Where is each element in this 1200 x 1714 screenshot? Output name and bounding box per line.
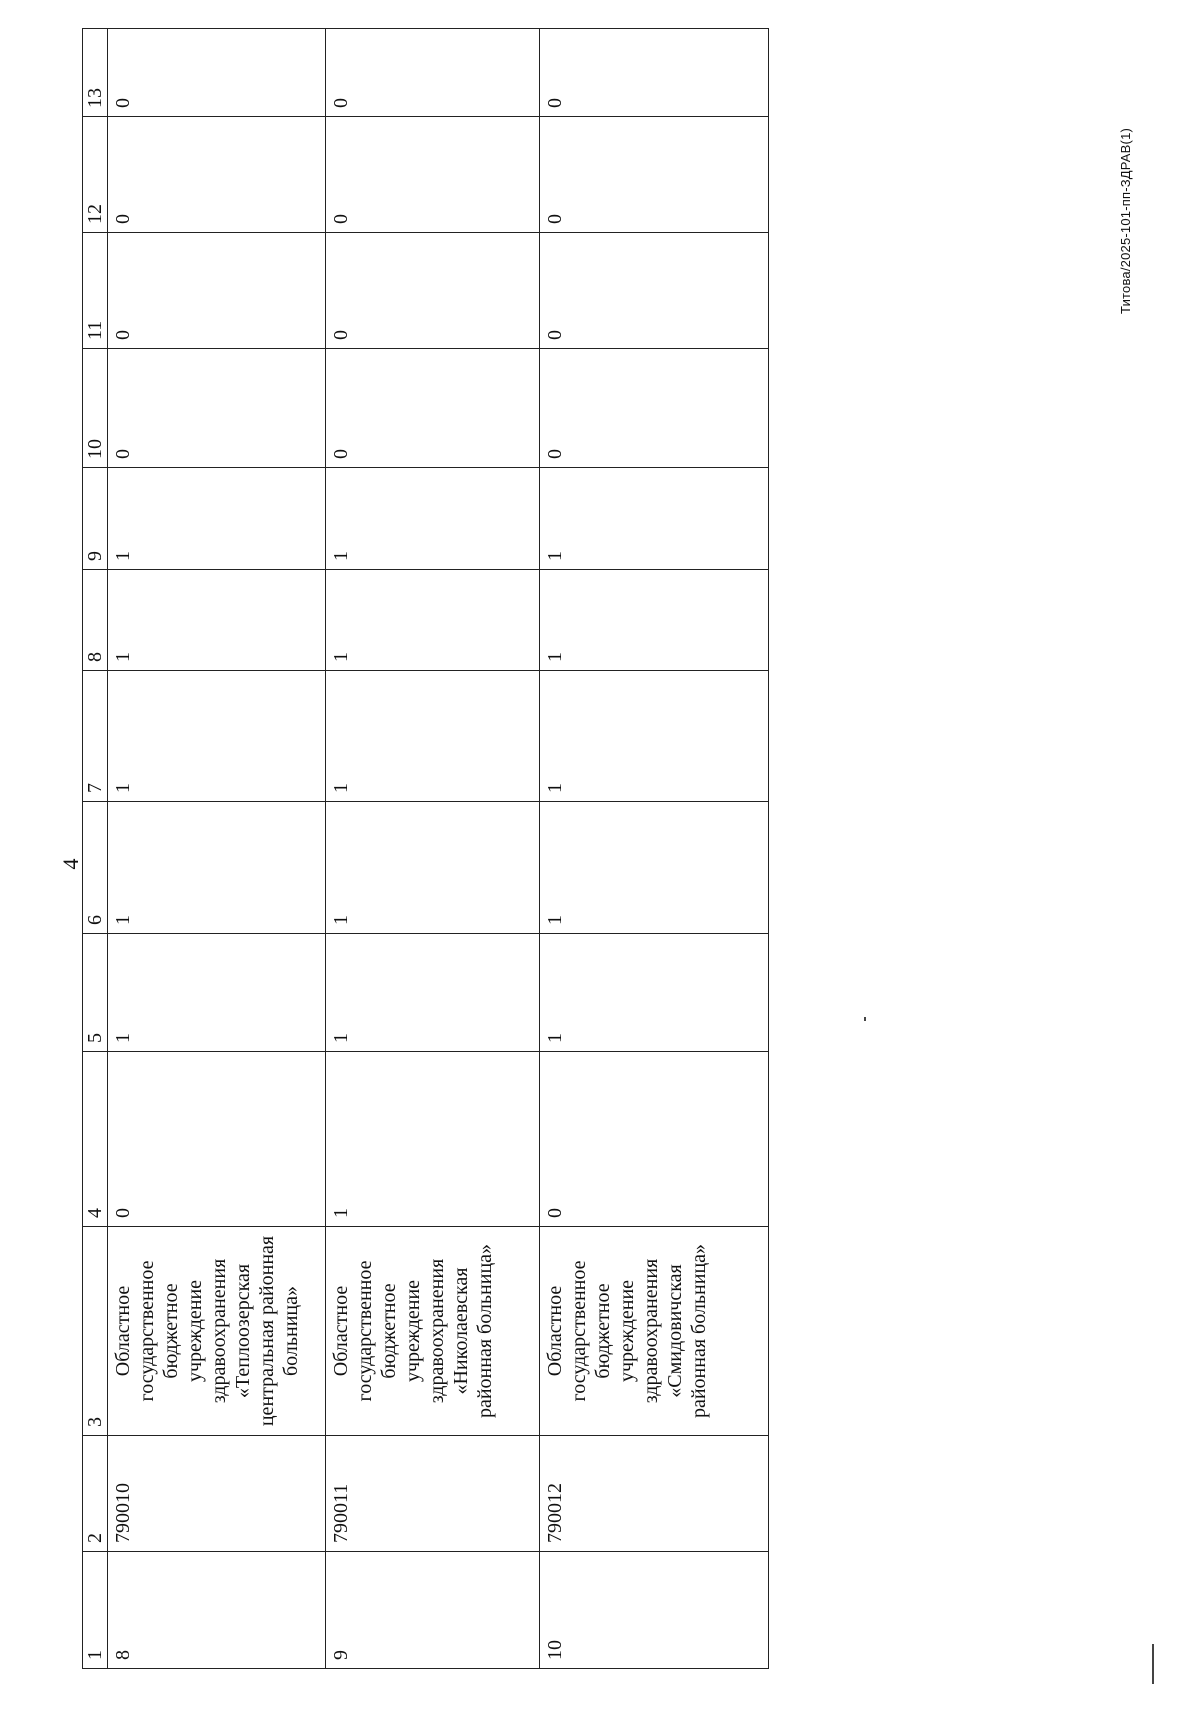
header-cell: 5 xyxy=(83,934,108,1052)
value-cell: 1 xyxy=(326,570,540,671)
margin-mark xyxy=(1152,1644,1154,1684)
header-cell: 7 xyxy=(83,671,108,802)
row-number-cell: 10 xyxy=(540,1552,769,1669)
value-cell: 0 xyxy=(540,349,769,468)
header-cell: 9 xyxy=(83,468,108,570)
value-cell: 1 xyxy=(108,570,326,671)
header-cell: 4 xyxy=(83,1052,108,1227)
value-cell: 0 xyxy=(326,349,540,468)
value-cell: 0 xyxy=(540,1052,769,1227)
value-cell: 0 xyxy=(540,29,769,117)
table-row xyxy=(540,29,769,1669)
code-cell: 790011 xyxy=(326,1436,540,1552)
value-cell: 1 xyxy=(326,1052,540,1227)
value-cell: 1 xyxy=(108,802,326,934)
code-cell: 790010 xyxy=(108,1436,326,1552)
value-cell: 1 xyxy=(108,671,326,802)
value-cell: 0 xyxy=(108,117,326,233)
row-number-cell: 8 xyxy=(108,1552,326,1669)
code-cell: 790012 xyxy=(540,1436,769,1552)
value-cell: 0 xyxy=(326,29,540,117)
scan-speck xyxy=(864,1017,866,1021)
value-cell: 1 xyxy=(108,934,326,1052)
value-cell: 1 xyxy=(540,671,769,802)
value-cell: 0 xyxy=(326,117,540,233)
table-row xyxy=(326,29,540,1669)
value-cell: 1 xyxy=(540,570,769,671)
document-code: Титова/2025-101-пп-ЗДРАВ(1) xyxy=(1118,127,1133,314)
value-cell: 1 xyxy=(540,934,769,1052)
value-cell: 0 xyxy=(326,233,540,349)
value-cell: 1 xyxy=(108,468,326,570)
header-cell: 2 xyxy=(83,1436,108,1552)
value-cell: 0 xyxy=(540,117,769,233)
value-cell: 1 xyxy=(326,934,540,1052)
value-cell: 1 xyxy=(326,802,540,934)
data-table xyxy=(82,28,769,1669)
value-cell: 0 xyxy=(108,233,326,349)
header-cell: 8 xyxy=(83,570,108,671)
row-number-cell: 9 xyxy=(326,1552,540,1669)
table-header-row xyxy=(83,29,108,1669)
header-cell: 6 xyxy=(83,802,108,934)
header-cell: 3 xyxy=(83,1227,108,1436)
value-cell: 1 xyxy=(540,468,769,570)
organization-cell: Областное государственное бюджетное учреждение здравоохранения «Николаевская районная больница» xyxy=(326,1227,540,1436)
header-cell: 13 xyxy=(83,29,108,117)
organization-cell: Областное государственное бюджетное учреждение здравоохранения «Смидовичская районная больница» xyxy=(540,1227,769,1436)
value-cell: 0 xyxy=(108,349,326,468)
value-cell: 0 xyxy=(540,233,769,349)
value-cell: 1 xyxy=(326,468,540,570)
value-cell: 0 xyxy=(108,29,326,117)
table-row xyxy=(108,29,326,1669)
value-cell: 0 xyxy=(108,1052,326,1227)
header-cell: 12 xyxy=(83,117,108,233)
page-number: 4 xyxy=(58,858,83,870)
value-cell: 1 xyxy=(326,671,540,802)
header-cell: 1 xyxy=(83,1552,108,1669)
value-cell: 1 xyxy=(540,802,769,934)
header-cell: 10 xyxy=(83,349,108,468)
organization-cell: Областное государственное бюджетное учреждение здравоохранения «Теплоозерская центральная районная больница» xyxy=(108,1227,326,1436)
header-cell: 11 xyxy=(83,233,108,349)
